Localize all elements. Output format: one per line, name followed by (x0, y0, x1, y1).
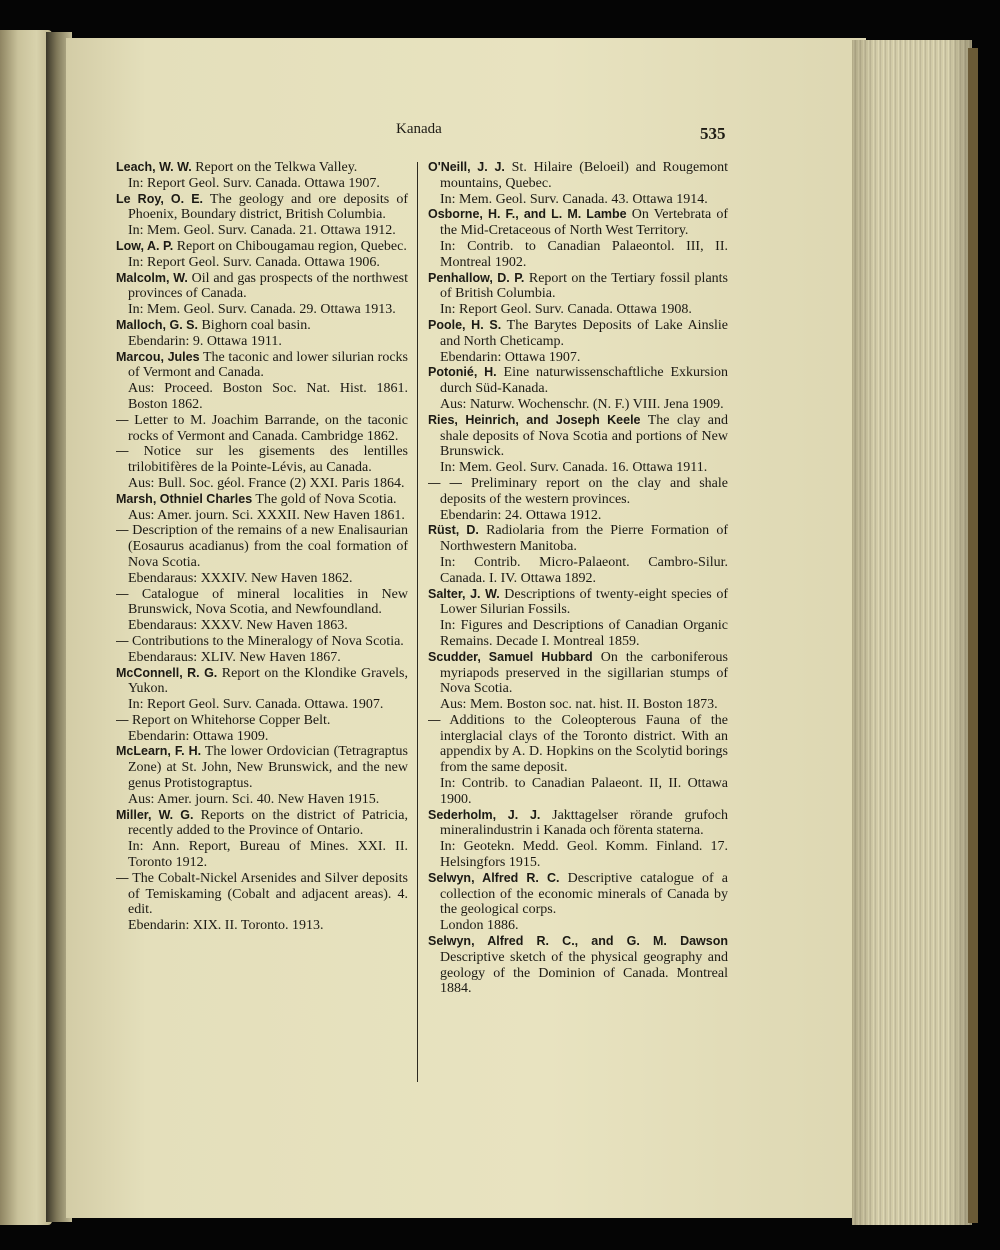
entry-citation (116, 666, 408, 698)
bibliography-entry (428, 413, 728, 476)
entry-author: — (116, 444, 129, 459)
bibliography-entry (116, 492, 408, 524)
entry-citation (428, 871, 728, 918)
bibliography-entry (428, 587, 728, 650)
page-stack-shade (852, 40, 972, 1225)
entry-title: The clay and shale deposits of Nova Scotia and portions of New Brunswick. (440, 412, 729, 460)
entry-author: Leach, W. W. (116, 160, 192, 174)
bibliography-entry (428, 160, 728, 207)
entry-source: In: Contrib. to Canadian Palaeont. II, II. Ottawa 1900. (440, 776, 728, 807)
bibliography-entry (116, 318, 408, 350)
entry-author: Scudder, Samuel Hubbard (428, 649, 593, 664)
bibliography-entry (116, 523, 408, 586)
entry-title: Letter to M. Joachim Barrande, on the taconic rocks of Vermont and Canada. Cambridge 1862. (128, 412, 408, 444)
entry-author: Potonié, H. (428, 365, 497, 380)
entry-source: In: Report Geol. Surv. Canada. Ottawa 1906. (128, 254, 380, 270)
entry-source: In: Report Geol. Surv. Canada. Ottawa. 1907. (128, 697, 384, 713)
entry-source: In: Contrib. Micro-Palaeont. Cambro-Silur. Canada. I. IV. Ottawa 1892. (440, 554, 728, 586)
entry-title: St. Hilaire (Beloeil) and Rougemont mountains, Quebec. (440, 160, 728, 191)
bibliography-entry (428, 207, 728, 270)
entry-source: Ebendaraus: XLIV. New Haven 1867. (128, 649, 341, 665)
bibliography-entry (116, 587, 408, 634)
entry-title: The lower Ordovician (Tetragraptus Zone) at St. John, New Brunswick, and the new genus Protistograptus. (128, 744, 408, 792)
entry-author: Osborne, H. F., and L. M. Lambe (428, 207, 627, 222)
entry-author: — (116, 586, 129, 601)
entry-citation (428, 413, 728, 460)
entry-source: In: Mem. Geol. Surv. Canada. 16. Ottawa 1911. (440, 460, 708, 476)
entry-source: Ebendarin: 24. Ottawa 1912. (440, 507, 602, 523)
entry-title: Notice sur les gisements des lentilles trilobitifères de la Pointe-Lévis, au Canada. (128, 444, 408, 476)
bibliography-entry (428, 713, 728, 808)
column-divider (417, 162, 418, 1082)
entry-citation (428, 318, 728, 350)
entry-source: In: Report Geol. Surv. Canada. Ottawa 1907. (128, 175, 380, 191)
entry-author: — (116, 712, 129, 727)
entry-citation (116, 160, 408, 176)
entry-source: In: Mem. Geol. Surv. Canada. 43. Ottawa 1914. (440, 191, 708, 207)
entry-source: Aus: Bull. Soc. géol. France (2) XXI. Paris 1864. (128, 475, 405, 491)
bibliography-entry (116, 271, 408, 318)
entry-title: Report on Chibougamau region, Quebec. (176, 238, 407, 254)
entry-source: In: Mem. Geol. Surv. Canada. 21. Ottawa 1912. (128, 223, 396, 239)
entry-title: The Barytes Deposits of Lake Ainslie and North Cheticamp. (440, 317, 729, 349)
bibliography-entry (428, 808, 728, 871)
entry-author: O'Neill, J. J. (428, 160, 505, 174)
entry-title: Additions to the Coleopterous Fauna of the interglacial clays of the Toronto district. With an appendix by A. D. Hopkins on the Scolytid borings from the same deposit. (440, 712, 728, 776)
bibliography-entry (428, 318, 728, 365)
entry-source: In: Report Geol. Surv. Canada. Ottawa 1908. (440, 302, 692, 318)
bibliography-entry (116, 444, 408, 491)
entry-title: The gold of Nova Scotia. (255, 491, 397, 507)
entry-source: London 1886. (440, 918, 519, 934)
entry-citation (116, 587, 408, 619)
entry-author: Ries, Heinrich, and Joseph Keele (428, 412, 641, 427)
entry-title: Oil and gas prospects of the northwest provinces of Canada. (128, 270, 409, 302)
entry-citation (428, 587, 728, 619)
entry-citation (116, 318, 408, 334)
running-head: Kanada (396, 121, 442, 137)
entry-title: Jakttagelser rörande grufoch mineralindustrin i Kanada och förenta staterna. (440, 807, 728, 839)
entry-author: McConnell, R. G. (116, 665, 218, 680)
bibliography-entry (116, 160, 408, 192)
bibliography-entry (428, 271, 728, 318)
entry-author: Le Roy, O. E. (116, 191, 204, 206)
entry-citation (116, 492, 408, 508)
entry-citation (428, 207, 728, 239)
entry-title: Description of the remains of a new Enalisaurian (Eosaurus acadianus) from the coal formation of Nova Scotia. (128, 523, 409, 570)
entry-source: Ebendaraus: XXXV. New Haven 1863. (128, 618, 348, 634)
entry-title: Descriptive catalogue of a collection of the economic minerals of Canada by the geological corps. (440, 870, 729, 918)
bibliography-entry (116, 744, 408, 807)
entry-citation (428, 523, 728, 555)
facing-page-edge (0, 30, 52, 1225)
entry-author: — (428, 712, 441, 727)
bibliography-entry (116, 239, 408, 271)
entry-title: Radiolaria from the Pierre Formation of Northwestern Manitoba. (440, 523, 728, 555)
entry-author: — — (428, 475, 462, 490)
entry-author: — (116, 523, 129, 538)
book-cover-edge (968, 48, 978, 1223)
entry-title: Report on the Tertiary fossil plants of British Columbia. (440, 270, 728, 302)
entry-author: — (116, 633, 129, 648)
entry-citation (116, 350, 408, 382)
entry-author: Penhallow, D. P. (428, 270, 525, 285)
entry-source: In: Mem. Geol. Surv. Canada. 29. Ottawa 1913. (128, 302, 396, 318)
entry-author: — (116, 870, 129, 885)
entry-source: Aus: Amer. journ. Sci. XXXII. New Haven 1861. (128, 507, 405, 523)
entry-citation (116, 444, 408, 476)
entry-citation (116, 634, 408, 650)
entry-title: Contributions to the Mineralogy of Nova Scotia. (132, 633, 404, 649)
entry-author: Sederholm, J. J. (428, 807, 541, 822)
entry-author: Low, A. P. (116, 238, 174, 253)
entry-author: Malcolm, W. (116, 270, 188, 285)
bibliography-column-left (116, 160, 408, 934)
entry-citation (428, 476, 728, 508)
bibliography-entry (116, 666, 408, 713)
entry-author: Salter, J. W. (428, 586, 500, 601)
entry-title: The Cobalt-Nickel Arsenides and Silver deposits of Temiskaming (Cobalt and adjacent areas). 4. edit. (128, 870, 408, 918)
entry-title: Report on Whitehorse Copper Belt. (132, 712, 331, 728)
bibliography-entry (116, 413, 408, 445)
entry-title: On the carboniferous myriapods preserved in the sigillarian stumps of Nova Scotia. (440, 649, 729, 697)
entry-source: In: Figures and Descriptions of Canadian Organic Remains. Decade I. Montreal 1859. (440, 618, 728, 649)
bibliography-entry (116, 634, 408, 666)
entry-title: Preliminary report on the clay and shale deposits of the western provinces. (440, 475, 728, 507)
entry-source: Ebendarin: Ottawa 1909. (128, 728, 269, 744)
entry-author: Rüst, D. (428, 523, 479, 538)
entry-title: Report on the Klondike Gravels, Yukon. (128, 665, 409, 697)
entry-author: Marcou, Jules (116, 349, 200, 364)
entry-citation (116, 271, 408, 303)
entry-source: Ebendarin: Ottawa 1907. (440, 349, 581, 365)
entry-source: Aus: Amer. journ. Sci. 40. New Haven 1915. (128, 791, 380, 807)
entry-source: In: Geotekn. Medd. Geol. Komm. Finland. 17. Helsingfors 1915. (440, 839, 728, 871)
entry-author: Selwyn, Alfred R. C., and G. M. Dawson (428, 934, 728, 949)
entry-title: On Vertebrata of the Mid-Cretaceous of North West Territory. (440, 207, 729, 239)
entry-source: Ebendaraus: XXXIV. New Haven 1862. (128, 570, 353, 586)
entry-title: Descriptive sketch of the physical geography and geology of the Dominion of Canada. Montreal 1884. (440, 949, 728, 997)
entry-title: Report on the Telkwa Valley. (195, 160, 358, 175)
entry-title: Catalogue of mineral localities in New Brunswick, Nova Scotia, and Newfoundland. (128, 586, 409, 618)
entry-citation (428, 365, 728, 397)
entry-citation (116, 239, 408, 255)
page-number: 535 (700, 124, 726, 143)
entry-citation (116, 192, 408, 224)
entry-title: The geology and ore deposits of Phoenix, Boundary district, British Columbia. (128, 191, 409, 223)
entry-citation (428, 713, 728, 776)
entry-citation (428, 271, 728, 303)
entry-source: Ebendarin: XIX. II. Toronto. 1913. (128, 918, 324, 934)
bibliography-entry (116, 192, 408, 239)
bibliography-entry (116, 808, 408, 871)
entry-title: Reports on the district of Patricia, recently added to the Province of Ontario. (128, 807, 408, 839)
entry-source: In: Contrib. to Canadian Palaeontol. III, II. Montreal 1902. (440, 238, 728, 270)
entry-citation (116, 871, 408, 918)
entry-title: Bighorn coal basin. (201, 317, 311, 333)
bibliography-entry (428, 650, 728, 713)
entry-author: Poole, H. S. (428, 317, 502, 332)
entry-citation (116, 744, 408, 791)
bibliography-entry (116, 350, 408, 413)
entry-title: Eine naturwissenschaftliche Exkursion durch Süd-Kanada. (440, 365, 728, 397)
entry-citation (116, 413, 408, 445)
entry-citation (116, 713, 408, 729)
entry-citation (116, 808, 408, 840)
entry-author: McLearn, F. H. (116, 744, 202, 759)
entry-source: Aus: Proceed. Boston Soc. Nat. Hist. 1861. Boston 1862. (128, 381, 408, 412)
entry-citation (428, 160, 728, 192)
entry-author: Selwyn, Alfred R. C. (428, 870, 560, 885)
entry-citation (116, 523, 408, 570)
entry-source: In: Ann. Report, Bureau of Mines. XXI. II. Toronto 1912. (128, 839, 408, 871)
entry-title: The taconic and lower silurian rocks of Vermont and Canada. (128, 349, 408, 381)
entry-author: Miller, W. G. (116, 807, 194, 822)
entry-author: Malloch, G. S. (116, 317, 198, 332)
entry-author: — (116, 412, 129, 427)
bibliography-entry (428, 871, 728, 934)
bibliography-entry (428, 934, 728, 997)
entry-source: Aus: Naturw. Wochenschr. (N. F.) VIII. Jena 1909. (440, 396, 724, 412)
bibliography-column-right (428, 160, 728, 997)
bibliography-entry (428, 523, 728, 586)
entry-source: Ebendarin: 9. Ottawa 1911. (128, 333, 282, 349)
entry-citation (428, 808, 728, 840)
entry-citation (428, 934, 728, 997)
bibliography-entry (116, 713, 408, 745)
bibliography-entry (428, 365, 728, 412)
entry-title: Descriptions of twenty-eight species of Lower Silurian Fossils. (440, 586, 728, 618)
bibliography-entry (116, 871, 408, 934)
entry-author: Marsh, Othniel Charles (116, 491, 253, 506)
entry-citation (428, 650, 728, 697)
entry-source: Aus: Mem. Boston soc. nat. hist. II. Boston 1873. (440, 697, 718, 713)
bibliography-entry (428, 476, 728, 523)
